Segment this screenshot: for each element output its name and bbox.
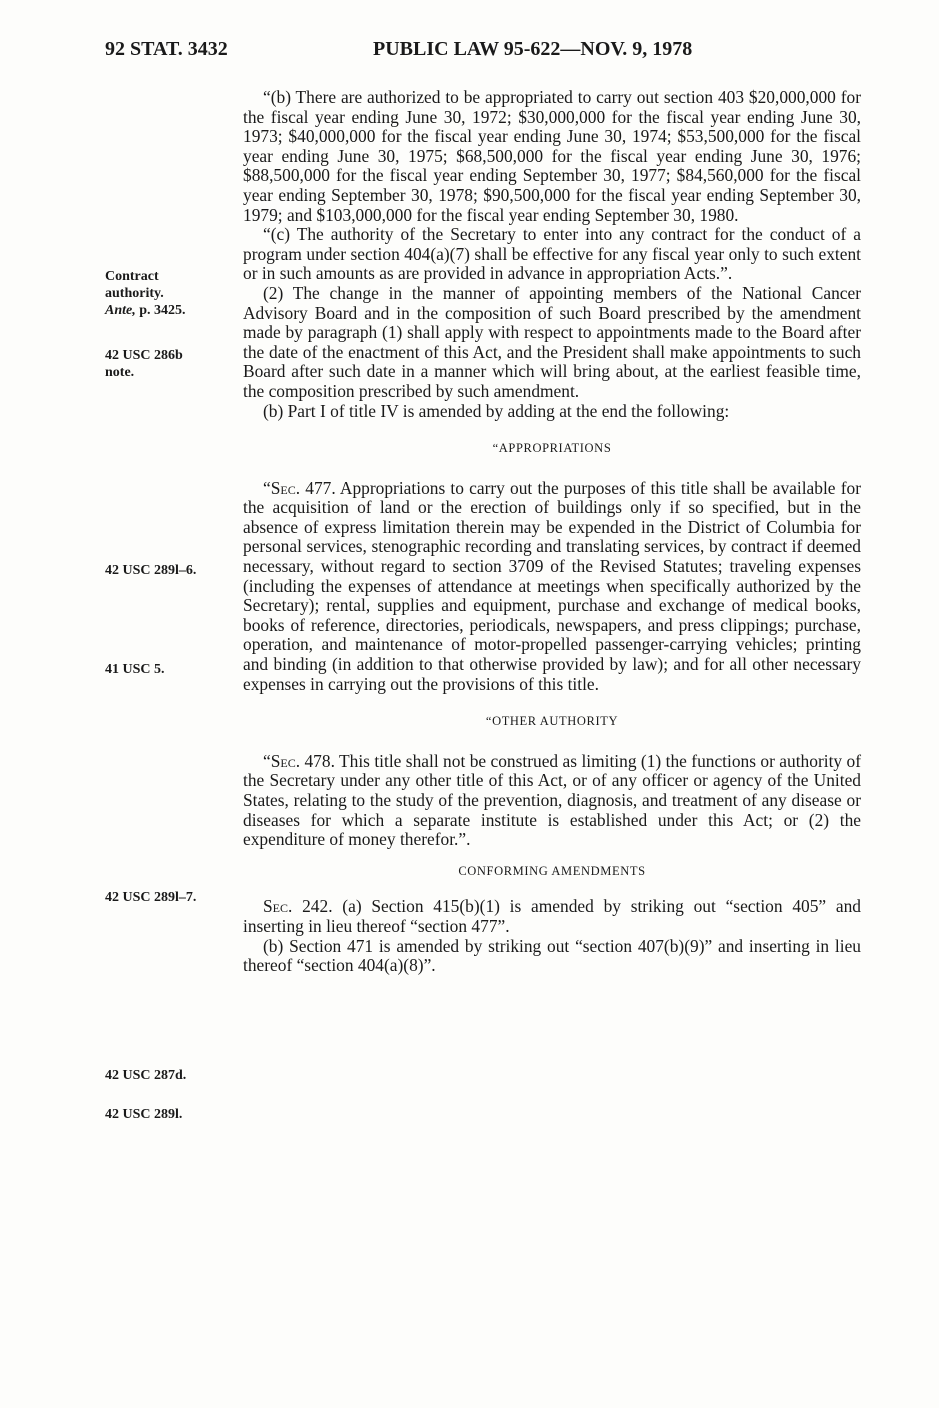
heading-appropriations: “APPROPRIATIONS	[492, 441, 612, 456]
margin-note-42-usc-286b	[105, 347, 235, 381]
margin-note-line: authority.	[105, 286, 164, 301]
running-title: PUBLIC LAW 95-622—NOV. 9, 1978	[373, 38, 693, 60]
margin-note-42-usc-287d: 42 USC 287d.	[105, 1068, 187, 1083]
margin-note-contract-authority	[105, 268, 235, 319]
paragraph-b-appropriations: “(b) There are authorized to be appropriated to carry out section 403 $20,000,000 for the fiscal year ending June 30, 1972; $30,000,000 for the fiscal year ending June 30, 1973; $40,000,000 for the fiscal year ending June 30, 1974; $53,500,000 for the fiscal year ending June 30, 1975; $68,500,000 for the fiscal year ending June 30, 1976; $88,500,000 for the fiscal year ending September 30, 1977; $84,560,000 for the fiscal year ending September 30, 1978; $90,500,000 for the fiscal year ending September 30, 1979; and $103,000,000 for the fiscal year ending September 30, 1980.	[243, 87, 861, 225]
margin-note-line: Contract	[105, 269, 159, 284]
body-text	[243, 88, 861, 976]
section-242-text: 242. (a) Section 415(b)(1) is amended by striking out “section 405” and inserting in lieu thereof “section 477”.	[243, 896, 861, 936]
margin-note-line: note.	[105, 365, 135, 380]
statute-page-number: 92 STAT. 3432	[105, 38, 228, 60]
margin-note-page: p. 3425.	[135, 303, 186, 318]
page-header	[105, 38, 865, 68]
margin-note-ante: Ante,	[105, 303, 136, 318]
section-477-text: 477. Appropriations to carry out the purposes of this title shall be available for the acquisition of land or the erection of buildings only if so specified, but in the absence of express limitation therein may be expended in the District of Columbia for personal services, stenographic recording and translating services, by contract if deemed necessary, without regard to section 3709 of the Revised Statutes; traveling expenses (including the expenses of attendance at meetings when specifically authorized by the Secretary); rental, supplies and equipment, purchase and exchange of medical books, books of reference, directories, periodicals, newspapers, and press clippings; purchase, operation, and maintenance of motor-propelled passenger-carrying vehicles; printing and binding (in addition to that otherwise provided by law); and for all other necessary expenses in carrying out the provisions of this title.	[243, 477, 861, 694]
section-242	[243, 897, 861, 936]
section-478	[243, 752, 861, 850]
paragraph-2-board-appointments: (2) The change in the manner of appointing members of the National Cancer Advisory Board and in the composition of such Board prescribed by the amendment made by paragraph (1) shall apply with respect to appointments made to the Board after the date of the enactment of this Act, and the President shall make appointments to such Board after such date in a manner which will bring about, at the earliest feasible time, the composition prescribed by such amendment.	[243, 282, 861, 401]
sec-label: “Sec.	[263, 477, 301, 498]
margin-note-line	[105, 302, 235, 319]
paragraph-part-i-amendment: (b) Part I of title IV is amended by adding at the end the following:	[263, 400, 730, 421]
heading-conforming-amendments: CONFORMING AMENDMENTS	[458, 863, 646, 878]
section-477	[243, 479, 861, 695]
sec-label: “Sec.	[263, 750, 301, 771]
margin-note-42-usc-289l-6: 42 USC 289l–6.	[105, 563, 197, 578]
paragraph-section-471: (b) Section 471 is amended by striking out “section 407(b)(9)” and inserting in lieu thereof “section 404(a)(8)”.	[243, 935, 861, 976]
heading-other-authority: “OTHER AUTHORITY	[485, 714, 619, 729]
margin-note-42-usc-289l: 42 USC 289l.	[105, 1107, 183, 1122]
paragraph-c-contract-authority: “(c) The authority of the Secretary to enter into any contract for the conduct of a program under section 404(a)(7) shall be effective for any fiscal year only to such extent or in such amounts as are provided in advance in appropriation Acts.”.	[243, 224, 861, 284]
margin-note-line: 42 USC 286b	[105, 348, 183, 363]
sec-label: Sec.	[263, 896, 293, 917]
margin-note-42-usc-289l-7: 42 USC 289l–7.	[105, 890, 197, 905]
section-478-text: 478. This title shall not be construed as limiting (1) the functions or authority of the Secretary under any other title of this Act, or of any officer or agency of the United States, relating to the study of the prevention, diagnosis, and treatment of any disease or diseases for which a separate institute is established under this Act; or (2) the expenditure of money therefor.”.	[243, 750, 861, 850]
margin-note-41-usc-5: 41 USC 5.	[105, 662, 165, 677]
